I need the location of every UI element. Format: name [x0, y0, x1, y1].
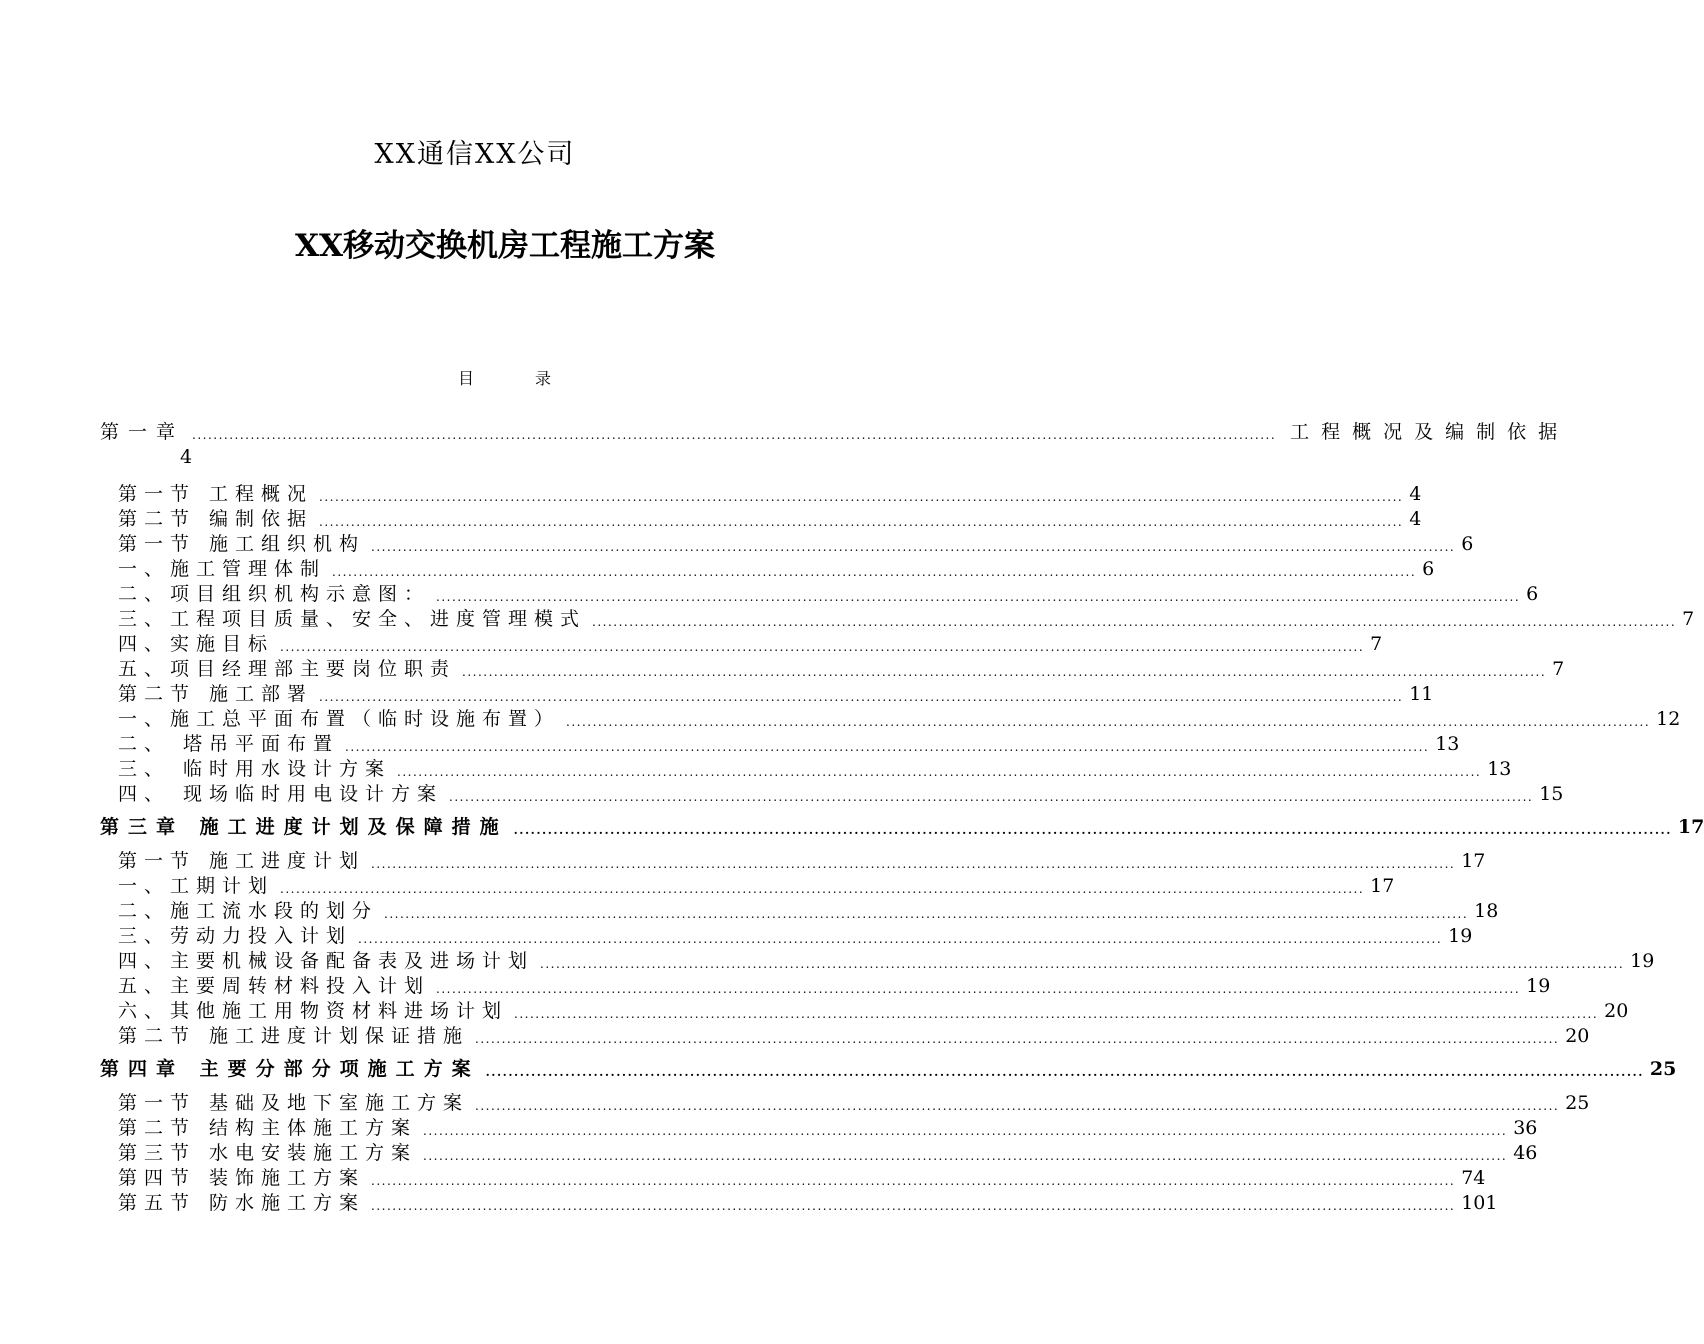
toc-entry-label: 第五节 防水施工方案	[118, 1192, 366, 1214]
toc-leader-dots: ............................................................................................................................................................................................................	[566, 715, 1651, 729]
toc-entry-label: 五、主要周转材料投入计划	[118, 975, 431, 997]
toc-leader-dots: ............................................................................................................................................................................................................	[371, 540, 1456, 554]
toc-leader-dots: ............................................................................................................................................................................................................	[436, 590, 1521, 604]
toc-entry-label: 第一章	[100, 421, 185, 443]
toc-entry-label: 四、 现场临时用电设计方案	[118, 783, 444, 805]
toc-leader-dots: ............................................................................................................................................................................................................	[540, 957, 1625, 971]
toc-entry-page: 101	[1461, 1192, 1498, 1214]
toc-chapter-3[interactable]	[100, 815, 1704, 840]
toc-entry-page: 13	[1487, 758, 1512, 780]
toc-entry-page: 6	[1422, 558, 1435, 580]
toc-entry-page: 6	[1461, 533, 1474, 555]
toc-entry-page: 18	[1474, 900, 1499, 922]
table-of-contents	[0, 420, 1704, 1216]
toc-leader-dots: ............................................................................................................................................................................................................	[332, 565, 1417, 579]
toc-entry-page: 17	[1677, 816, 1704, 838]
toc-entry-label: 第四章 主要分部分项施工方案	[100, 1058, 480, 1080]
toc-leader-dots: ............................................................................................................................................................................................................	[475, 1032, 1560, 1046]
toc-entry[interactable]	[118, 1141, 1538, 1166]
toc-entry-page: 7	[1682, 608, 1695, 630]
toc-entry-page: 25	[1649, 1058, 1677, 1080]
toc-entry[interactable]	[118, 1166, 1486, 1191]
toc-leader-dots: ............................................................................................................................................................................................................	[475, 1099, 1560, 1113]
toc-leader-dots: ............................................................................................................................................................................................................	[384, 907, 1469, 921]
toc-entry[interactable]	[118, 1024, 1590, 1049]
toc-entry[interactable]	[118, 582, 1539, 607]
toc-entry-page: 15	[1539, 783, 1564, 805]
toc-entry-page: 19	[1448, 925, 1473, 947]
toc-entry-page: 13	[1435, 733, 1460, 755]
toc-leader-dots: ............................................................................................................................................................................................................	[513, 823, 1672, 837]
toc-leader-dots: ............................................................................................................................................................................................................	[485, 1065, 1644, 1079]
toc-entry-page: 11	[1409, 683, 1434, 705]
toc-leader-dots: ............................................................................................................................................................................................................	[345, 740, 1430, 754]
toc-entry[interactable]	[118, 849, 1486, 874]
toc-entry[interactable]	[118, 1191, 1498, 1216]
toc-entry-label: 第一节 工程概况	[118, 483, 314, 505]
toc-chapter-1[interactable]	[100, 420, 1570, 470]
company-name: XX通信XX公司	[374, 139, 576, 170]
toc-entry-label: 五、项目经理部主要岗位职责	[118, 658, 457, 680]
toc-leader-dots: ............................................................................................................................................................................................................	[423, 1124, 1508, 1138]
toc-entry-label: 一、施工总平面布置（临时设施布置）	[118, 708, 561, 730]
toc-chapter-4[interactable]	[100, 1057, 1677, 1082]
toc-entry[interactable]	[118, 874, 1395, 899]
toc-entry-title: 工程概况及编制依据	[1290, 421, 1570, 443]
toc-entry[interactable]	[118, 782, 1564, 807]
toc-entry[interactable]	[118, 757, 1512, 782]
toc-entry-label: 第四节 装饰施工方案	[118, 1167, 366, 1189]
toc-entry-page: 6	[1526, 583, 1539, 605]
toc-entry[interactable]	[118, 974, 1551, 999]
toc-group-4	[0, 1091, 1590, 1216]
toc-entry-page: 25	[1565, 1092, 1590, 1114]
toc-leader-dots: ............................................................................................................................................................................................................	[514, 1007, 1599, 1021]
toc-entry-label: 三、工程项目质量、安全、进度管理模式	[118, 608, 587, 630]
toc-entry[interactable]	[118, 632, 1383, 657]
toc-entry-page: 74	[1461, 1167, 1486, 1189]
toc-entry-label: 第一节 施工组织机构	[118, 533, 366, 555]
toc-entry-label: 第一节 基础及地下室施工方案	[118, 1092, 470, 1114]
toc-entry-page: 20	[1565, 1025, 1590, 1047]
toc-entry[interactable]	[118, 1116, 1538, 1141]
toc-leader-dots: ............................................................................................................................................................................................................	[319, 690, 1404, 704]
toc-entry-label: 第二节 施工进度计划保证措施	[118, 1025, 470, 1047]
toc-entry-label: 第二节 结构主体施工方案	[118, 1117, 418, 1139]
toc-entry-label: 三、 临时用水设计方案	[118, 758, 392, 780]
toc-leader-dots: ............................................................................................................................................................................................................	[397, 765, 1482, 779]
toc-leader-dots: ............................................................................................................................................................................................................	[436, 982, 1521, 996]
toc-entry[interactable]	[118, 1091, 1590, 1116]
toc-leader-dots: ............................................................................................................................................................................................................	[592, 615, 1677, 629]
toc-entry[interactable]	[118, 732, 1460, 757]
toc-leader-dots: ............................................................................................................................................................................................................	[319, 515, 1404, 529]
toc-leader-dots: ............................................................................................................................................................................................................	[371, 1174, 1456, 1188]
toc-leader-dots: ............................................................................................................................................................................................................	[371, 1199, 1456, 1213]
toc-leader-dots: ............................................................................................................................................................................................................	[449, 790, 1534, 804]
toc-group-3	[0, 849, 1655, 1049]
toc-leader-dots: ............................................................................................................................................................................................................	[371, 857, 1456, 871]
toc-entry[interactable]	[118, 924, 1473, 949]
toc-entry-page: 46	[1513, 1142, 1538, 1164]
toc-heading: 目 录	[458, 369, 552, 388]
toc-entry-label: 第三章 施工进度计划及保障措施	[100, 816, 508, 838]
toc-entry[interactable]	[118, 657, 1565, 682]
toc-entry-label: 第二节 编制依据	[118, 508, 314, 530]
toc-entry-label: 第二节 施工部署	[118, 683, 314, 705]
toc-leader-dots: ............................................................................................................................................................................................................	[280, 882, 1365, 896]
toc-entry-page: 17	[1461, 850, 1486, 872]
toc-entry[interactable]	[118, 557, 1435, 582]
toc-entry[interactable]	[118, 682, 1434, 707]
toc-entry-page: 19	[1526, 975, 1551, 997]
toc-entry-page: 7	[1552, 658, 1565, 680]
toc-entry-page: 7	[1370, 633, 1383, 655]
toc-leader-dots: ............................................................................................................................................................................................................	[423, 1149, 1508, 1163]
toc-entry-page: 17	[1370, 875, 1395, 897]
toc-entry-label: 二、 塔吊平面布置	[118, 733, 340, 755]
document-title: XX移动交换机房工程施工方案	[294, 228, 716, 264]
toc-leader-dots: ............................................................................................................................................................................................................	[462, 665, 1547, 679]
toc-entry-page: 12	[1656, 708, 1681, 730]
toc-leader-dots: ............................................................................................................................................................................................................	[192, 428, 1277, 442]
toc-entry-label: 四、主要机械设备配备表及进场计划	[118, 950, 535, 972]
toc-entry[interactable]	[118, 899, 1499, 924]
toc-entry-label: 第一节 施工进度计划	[118, 850, 366, 872]
toc-entry-label: 一、施工管理体制	[118, 558, 327, 580]
toc-entry-page: 36	[1513, 1117, 1538, 1139]
toc-entry-label: 六、其他施工用物资材料进场计划	[118, 1000, 509, 1022]
toc-entry-label: 三、劳动力投入计划	[118, 925, 353, 947]
toc-entry-label: 二、施工流水段的划分	[118, 900, 379, 922]
toc-entry[interactable]	[118, 482, 1422, 507]
toc-entry-page: 4	[180, 446, 193, 468]
toc-group-1	[0, 482, 1695, 682]
toc-entry[interactable]	[118, 707, 1681, 732]
toc-entry[interactable]	[118, 607, 1695, 632]
toc-entry[interactable]	[118, 507, 1422, 532]
toc-entry[interactable]	[118, 949, 1655, 974]
toc-entry-page: 4	[1409, 508, 1422, 530]
toc-entry-page: 4	[1409, 483, 1422, 505]
toc-entry-label: 四、实施目标	[118, 633, 275, 655]
toc-entry-label: 第三节 水电安装施工方案	[118, 1142, 418, 1164]
toc-entry[interactable]	[118, 999, 1629, 1024]
toc-leader-dots: ............................................................................................................................................................................................................	[358, 932, 1443, 946]
toc-leader-dots: ............................................................................................................................................................................................................	[280, 640, 1365, 654]
toc-group-2	[0, 682, 1681, 807]
toc-entry-label: 二、项目组织机构示意图：	[118, 583, 431, 605]
toc-entry-page: 20	[1604, 1000, 1629, 1022]
toc-leader-dots: ............................................................................................................................................................................................................	[319, 490, 1404, 504]
toc-entry-page: 19	[1630, 950, 1655, 972]
toc-entry-label: 一、工期计划	[118, 875, 275, 897]
toc-entry[interactable]	[118, 532, 1474, 557]
